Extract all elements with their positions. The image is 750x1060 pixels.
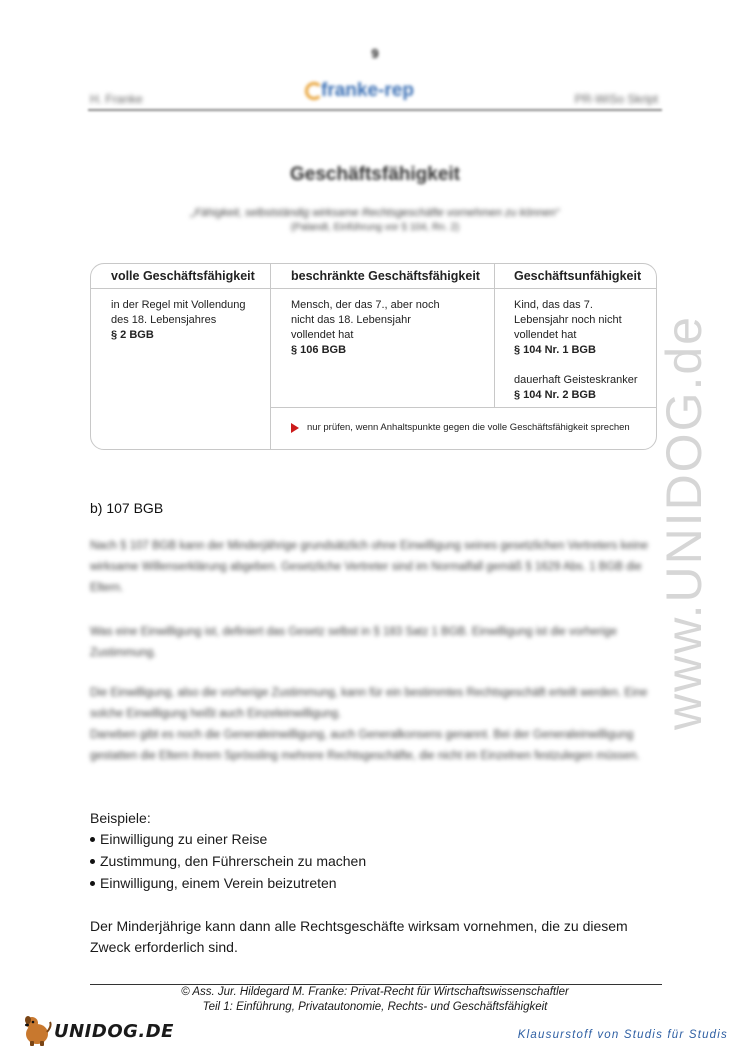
header-author: H. Franke xyxy=(90,92,143,106)
cell-line: dauerhaft Geisteskranker xyxy=(514,374,638,386)
page-number: 9 xyxy=(371,46,379,61)
example-item xyxy=(90,853,366,869)
watermark-text: www.UNIDOG.de xyxy=(656,315,712,730)
unidog-wordmark: UNIDOG.DE xyxy=(54,1021,174,1042)
footer-divider xyxy=(90,984,662,985)
example-text: Einwilligung zu einer Reise xyxy=(100,831,268,847)
column-divider xyxy=(494,264,495,407)
cell-line: in der Regel mit Vollendung xyxy=(111,299,246,311)
cell-paragraph-ref: § 104 Nr. 1 BGB xyxy=(514,344,596,356)
footer-copyright: © Ass. Jur. Hildegard M. Franke: Privat-Recht für Wirtschaftswissenschaftler xyxy=(181,986,569,998)
cell-line: Lebensjahr noch nicht xyxy=(514,314,622,326)
table-note-text: nur prüfen, wenn Anhaltspunkte gegen die volle Geschäftsfähigkeit sprechen xyxy=(307,422,630,433)
unidog-logo[interactable] xyxy=(22,1014,172,1048)
paragraph: Was eine Einwilligung ist, definiert das Gesetz selbst in § 183 Satz 1 BGB. Einwilligung ist die vorherige Zustimmung. xyxy=(90,626,617,659)
column-header-full-capacity: volle Geschäftsfähigkeit xyxy=(111,269,255,283)
paragraph: Die Einwilligung, also die vorherige Zustimmung, kann für ein bestimmtes Rechtsgeschäft erteilt werden. Eine solche Einwilligung heißt auch Einzeleinwilligung. xyxy=(90,687,648,720)
capacity-table xyxy=(90,263,657,450)
note-divider xyxy=(270,407,656,408)
page-title: Geschäftsfähigkeit xyxy=(290,164,460,185)
definition-source: (Palandt, Einführung vor § 104, Rn. 2) xyxy=(290,222,460,233)
logo-text: franke-rep xyxy=(321,80,414,101)
table-note xyxy=(291,422,630,433)
cell-paragraph-ref: § 104 Nr. 2 BGB xyxy=(514,389,596,401)
column-header-incapacity: Geschäftsunfähigkeit xyxy=(514,269,642,283)
bullet-icon xyxy=(90,881,95,886)
examples-label: Beispiele: xyxy=(90,810,151,826)
table-header-divider xyxy=(91,288,656,289)
cell-paragraph-ref: § 106 BGB xyxy=(291,344,347,356)
cell-limited-capacity xyxy=(291,298,440,358)
example-item xyxy=(90,831,267,847)
cell-line: Mensch, der das 7., aber noch xyxy=(291,299,440,311)
cell-full-capacity xyxy=(111,298,246,343)
paragraph: Daneben gibt es noch die Generaleinwilligung, auch Generalkonsens genannt. Bei der Generaleinwilligung gestatten die Eltern ihrem Sprössling mehrere Rechtsgeschäfte, die nicht im Einzelnen festzulegen müssen. xyxy=(90,729,640,762)
bullet-icon xyxy=(90,837,95,842)
example-text: Einwilligung, einem Verein beizutreten xyxy=(100,875,337,891)
column-divider xyxy=(270,264,271,450)
brand-tagline: Klausurstoff von Studis für Studis xyxy=(517,1029,728,1041)
header-divider xyxy=(88,109,662,111)
cell-paragraph-ref: § 2 BGB xyxy=(111,329,154,341)
arrow-right-icon xyxy=(291,423,299,433)
footer-subtitle: Teil 1: Einführung, Privatautonomie, Rechts- und Geschäftsfähigkeit xyxy=(202,1001,548,1013)
bullet-icon xyxy=(90,859,95,864)
conclusion-text: Der Minderjährige kann dann alle Rechtsgeschäfte wirksam vornehmen, die zu diesem Zweck erforderlich sind. xyxy=(90,918,628,955)
example-text: Zustimmung, den Führerschein zu machen xyxy=(100,853,367,869)
column-header-limited-capacity: beschränkte Geschäftsfähigkeit xyxy=(291,269,480,283)
franke-rep-logo xyxy=(305,80,435,106)
cell-line: vollendet hat xyxy=(291,329,354,341)
cell-line: nicht das 18. Lebensjahr xyxy=(291,314,411,326)
paragraph: Nach § 107 BGB kann der Minderjährige grundsätzlich ohne Einwilligung seines gesetzlichen Vertreters keine wirksame Willenserklärung abgeben. Gesetzliche Vertreter sind im Normalfall gemäß § 1629 Abs. 1 BGB die Eltern. xyxy=(90,540,649,594)
cell-line: vollendet hat xyxy=(514,329,577,341)
header-course: PR-WiSo Skript xyxy=(574,92,658,106)
section-heading: b) 107 BGB xyxy=(90,500,164,516)
definition-quote: „Fähigkeit, selbstständig wirksame Rechtsgeschäfte vornehmen zu können“ xyxy=(190,207,560,219)
example-item xyxy=(90,875,337,891)
cell-line: des 18. Lebensjahres xyxy=(111,314,217,326)
cell-line: Kind, das das 7. xyxy=(514,299,593,311)
dog-icon xyxy=(22,1014,52,1046)
cell-incapacity xyxy=(514,298,638,403)
